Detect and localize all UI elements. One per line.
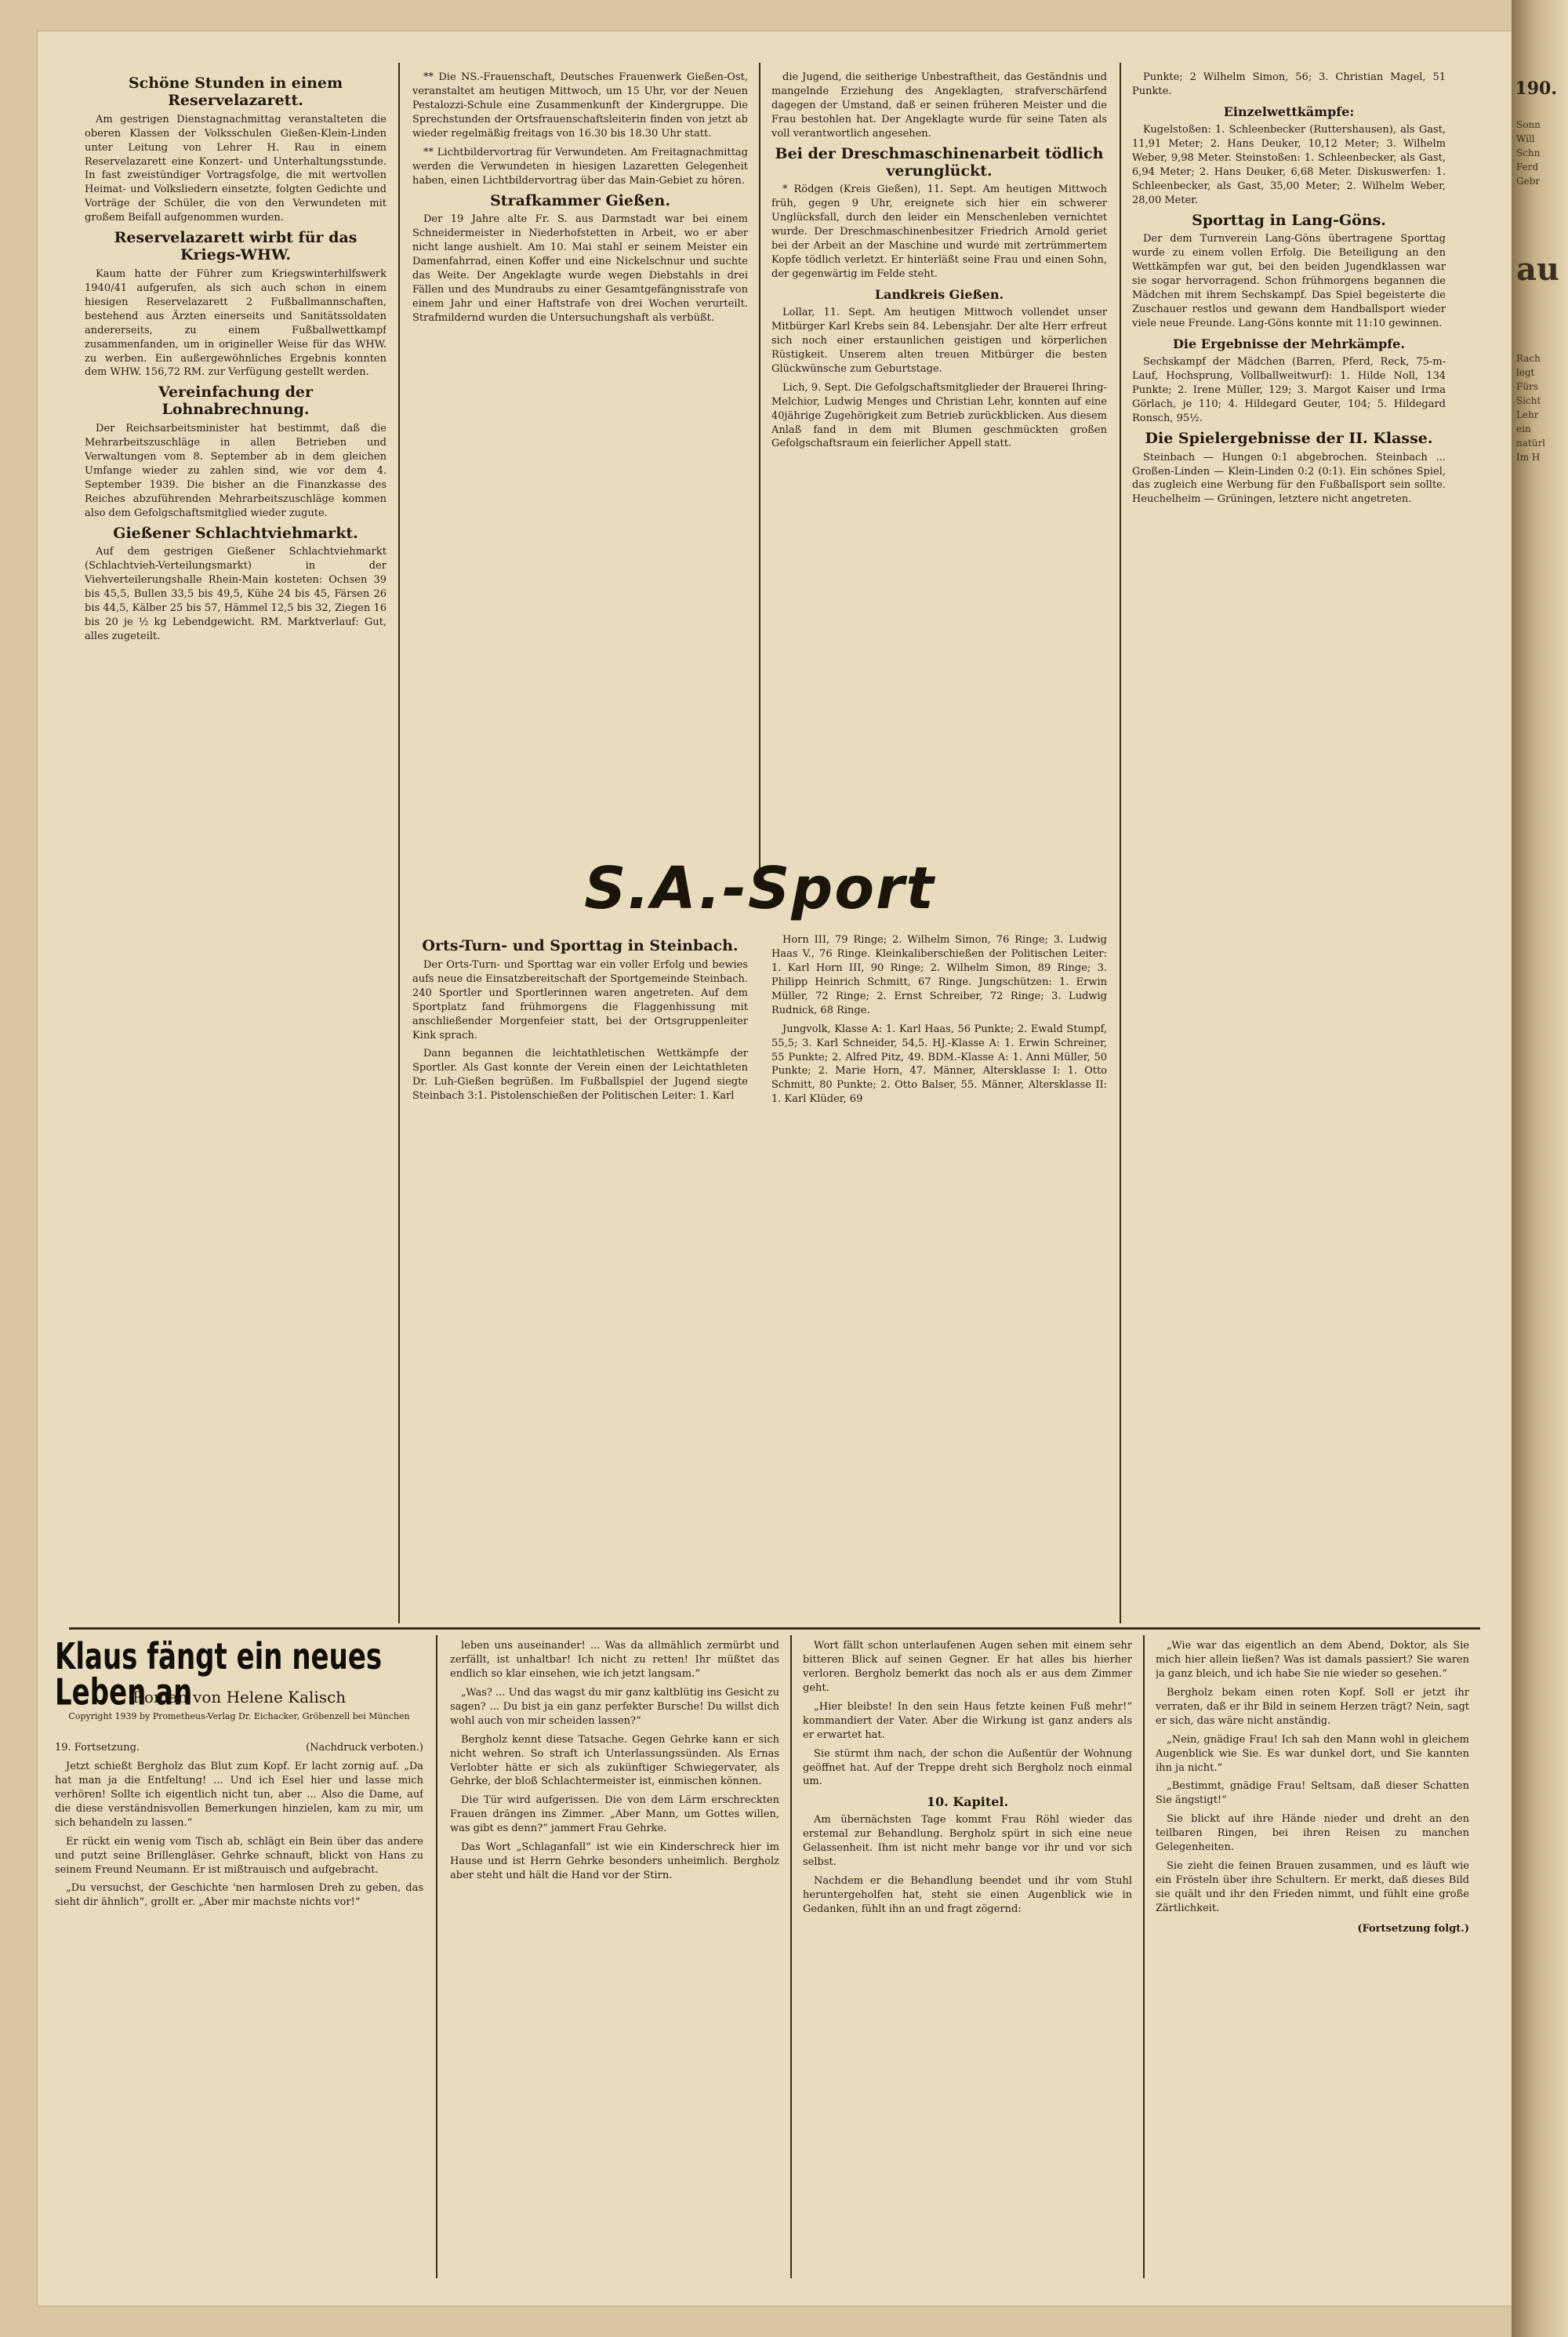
novel-text: Jetzt schießt Bergholz das Blut zum Kopf. Er lacht zornig auf. „Da hat man ja die Entfeltung! ... Und ich Esel hier und lasse mich verhören! Sollte ich eigentlich nicht tun, aber ... Also die Dame, auf die diese verständnisvollen Bemerkungen hinzielen, kam zu mir, um sich behandeln zu lassen.“ xyxy=(55,1760,423,1829)
article-text: Der Reichsarbeitsminister hat bestimmt, daß die Mehrarbeitszuschläge in allen Betrieben und Verwaltungen vom 8. September ab in dem gleichen Umfange wieder zu zahlen sind, wie vor dem 4. September 1939. Die bisher an die Finanzkasse des Reiches abzuführenden Mehrarbeitszuschläge kommen also dem Gefolgschaftsmitglied wieder zugute. xyxy=(85,423,387,519)
novel-text: leben uns auseinander! ... Was da allmählich zermürbt und zerfällt, ist unhaltbar! Ich nicht zu retten! Ihr müßtet das endlich so klar einsehen, wie ich jetzt langsam.“ xyxy=(450,1640,779,1680)
article-text: die Jugend, die seitherige Unbestraftheit, das Geständnis und mangelnde Erziehung des Angeklagten, strafverschärfend dagegen der Umstand, daß er seinen früheren Meister und die Frau bestohlen hat. Der Angeklagte wurde für seine Taten als voll verantwortlich angesehen. xyxy=(771,71,1107,140)
column-rule xyxy=(398,63,400,1623)
novel-text: Das Wort „Schlaganfall“ ist wie ein Kinderschreck hier im Hause und ist Herrn Gehrke besonders unheimlich. Bergholz aber steht und hält die Hand vor der Stirn. xyxy=(450,1841,779,1882)
novel-copyright: Copyright 1939 by Prometheus-Verlag Dr. Eichacker, Gröbenzell bei München xyxy=(68,1711,410,1721)
novel-text: „Was? ... Und das wagst du mir ganz kaltblütig ins Gesicht zu sagen? ... Du bist ja ein ganz perfekter Bursche! Du willst dich wohl auch von mir scheiden lassen?“ xyxy=(450,1686,779,1727)
headline: Gießener Schlachtviehmarkt. xyxy=(113,524,358,542)
strip-line: Fürs xyxy=(1516,381,1538,392)
headline: Orts-Turn- und Sporttag in Steinbach. xyxy=(422,937,739,954)
novel-text: Nachdem er die Behandlung beendet und ihr vom Stuhl heruntergeholfen hat, steht sie einen Augenblick wie in Gedanken, fühlt ihn an und fragt zögernd: xyxy=(803,1875,1132,1916)
novel-text: Er rückt ein wenig vom Tisch ab, schlägt ein Bein über das andere und putzt seine Brillengläser. Gehrke schnauft, blickt von Hans zu seinem Freund Neumann. Er ist mißtrauisch und aufgebracht. xyxy=(55,1835,423,1876)
horizontal-rule xyxy=(69,1627,1480,1630)
article-text: Dann begannen die leichtathletischen Wettkämpfe der Sportler. Als Gast konnte der Verein einen der Leichtathleten Dr. Luh-Gießen begrüßen. Im Fußballspiel der Jugend siegte Steinbach 3:1. Pistolenschießen der Politischen Leiter: 1. Karl xyxy=(412,1048,748,1103)
subheadline: Landkreis Gießen. xyxy=(874,286,1004,302)
strip-line: ein xyxy=(1516,423,1531,434)
continuation-note: (Fortsetzung folgt.) xyxy=(1357,1922,1469,1935)
headline: Strafkammer Gießen. xyxy=(490,191,670,209)
installment-number: 19. Fortsetzung. xyxy=(55,1742,140,1754)
strip-line: Schn xyxy=(1516,147,1541,158)
novel-text: „Du versuchst, der Geschichte 'nen harmlosen Dreh zu geben, das sieht dir ähnlich“, grollt er. „Aber mir machste nichts vor!“ xyxy=(55,1882,423,1909)
article-text: Der 19 Jahre alte Fr. S. aus Darmstadt war bei einem Schneidermeister in Niederhofstetten in Arbeit, wo er aber nicht lange aushielt. Am 10. Mai stahl er seinem Meister ein Damenfahrrad, einen Koffer und eine Nickelschnur und suchte das Weite. Der Angeklagte wurde wegen Diebstahls in drei Fällen und des Mundraubs zu einer Gesamtgefängnisstrafe von einem Jahr und einer Haftstrafe von drei Wochen verurteilt. Strafmildernd wurden die Untersuchungshaft als verbüßt. xyxy=(412,213,748,324)
article-text: ** Lichtbildervortrag für Verwundeten. Am Freitagnachmittag werden die Verwundeten in hiesigen Lazaretten Gelegenheit haben, einen Lichtbildervortrag über das Main-Gebiet zu hören. xyxy=(412,146,748,187)
novel-column-1 xyxy=(55,1741,423,2282)
column-rule xyxy=(759,63,760,878)
novel-text: „Bestimmt, gnädige Frau! Seltsam, daß dieser Schatten Sie ängstigt!“ xyxy=(1156,1780,1469,1807)
article-text: Lollar, 11. Sept. Am heutigen Mittwoch vollendet unser Mitbürger Karl Krebs sein 84. Lebensjahr. Der alte Herr erfreut sich noch einer erstaunlichen geistigen und körperlichen Rüstigkeit. Unserem alten treuen Mitbürger die besten Glückwünsche zum Geburtstage. xyxy=(771,307,1107,375)
strip-line: Sicht xyxy=(1516,395,1541,406)
strip-line: Gebr xyxy=(1516,176,1541,187)
novel-column-2 xyxy=(450,1639,779,2282)
novel-text: Am übernächsten Tage kommt Frau Röhl wieder das erstemal zur Behandlung. Bergholz spürt in sich eine neue Gelassenheit. Ihm ist nicht mehr bange vor ihr und vor sich selbst. xyxy=(803,1814,1132,1869)
subheadline: Einzelwettkämpfe: xyxy=(1223,104,1355,119)
strip-line: Sonn xyxy=(1516,119,1541,130)
article-text: Jungvolk, Klasse A: 1. Karl Haas, 56 Punkte; 2. Ewald Stumpf, 55,5; 3. Karl Schneider, 54,5. HJ.-Klasse A: 1. Erwin Schreiner, 55 Punkte; 2. Alfred Pitz, 49. BDM.-Klasse A: 1. Anni Müller, 50 Punkte; 2. Marie Horn, 47. Männer, Altersklasse I: 1. Otto Schmitt, 80 Punkte; 2. Otto Balser, 55. Männer, Altersklasse II: 1. Karl Klüder, 69 xyxy=(771,1023,1107,1106)
novel-text: Sie stürmt ihm nach, der schon die Außentür der Wohnung geöffnet hat. Auf der Treppe dreht sich Bergholz noch einmal um. xyxy=(803,1747,1132,1788)
article-text: Auf dem gestrigen Gießener Schlachtviehmarkt (Schlachtvieh-Verteilungsmarkt) in der Viehverteilerungshalle Rhein-Main kosteten: Ochsen 39 bis 45,5, Bullen 33,5 bis 49,5, Kühe 24 bis 45, Färsen 26 bis 44,5, Kälber 25 bis 57, Hämmel 12,5 bis 32, Ziegen 16 bis 20 je ½ kg Lebendgewicht. RM. Marktverlauf: Gut, alles zugeteilt. xyxy=(85,546,387,643)
column-4 xyxy=(1132,71,1446,1616)
novel-title: Klaus fängt ein neues Leben an xyxy=(55,1635,383,1714)
article-text: * Rödgen (Kreis Gießen), 11. Sept. Am heutigen Mittwoch früh, gegen 9 Uhr, ereignete sich hier ein schwerer Unglücksfall, durch den leider ein Menschenleben vernichtet wurde. Der Dreschmaschinenbesitzer Friedrich Arnold geriet bei der Arbeit an der Maschine und wurde mit zertrümmertem Kopfe tödlich verletzt. Er hinterläßt seine Frau und einen Sohn, der gegenwärtig im Felde steht. xyxy=(771,184,1107,280)
novel-column-4 xyxy=(1156,1639,1469,2282)
article-text: Horn III, 79 Ringe; 2. Wilhelm Simon, 76 Ringe; 3. Ludwig Haas V., 76 Ringe. Kleinkaliberschießen der Politischen Leiter: 1. Karl Horn III, 90 Ringe; 2. Wilhelm Simon, 89 Ringe; 3. Philipp Heinrich Schmitt, 67 Ringe. Jungschützen: 1. Erwin Müller, 72 Ringe; 2. Ernst Schreiber, 72 Ringe; 3. Ludwig Rudnick, 68 Ringe. xyxy=(771,934,1107,1016)
column-2 xyxy=(412,71,748,855)
column-rule xyxy=(1143,1635,1145,2278)
strip-line: au xyxy=(1516,251,1559,288)
strip-line: Rach xyxy=(1516,353,1541,364)
novel-column-3 xyxy=(803,1639,1132,2282)
sport-column-right xyxy=(771,933,1107,1608)
column-1 xyxy=(85,71,387,1616)
article-text: Sechskampf der Mädchen (Barren, Pferd, Reck, 75-m-Lauf, Hochsprung, Vollballweitwurf): 1. Hilde Noll, 134 Punkte; 2. Irene Müller, 129; 3. Margot Kaiser und Irma Görlach, je 110; 4. Hildegard Geuter, 104; 5. Hildegard Ronsch, 95½. xyxy=(1132,356,1446,424)
novel-text: Bergholz bekam einen roten Kopf. Soll er jetzt ihr verraten, daß er ihr Bild in seinem Herzen trägt? Nein, sagt er sich, das wäre nicht anständig. xyxy=(1156,1686,1469,1727)
column-rule xyxy=(790,1635,792,2278)
article-text: Der Orts-Turn- und Sporttag war ein voller Erfolg und bewies aufs neue die Einsatzbereitschaft der Sportgemeinde Steinbach. 240 Sportler und Sportlerinnen waren angetreten. Auf dem Sportplatz fand frühmorgens die Flaggenhissung mit anschließender Morgenfeier statt, bei der Ortsgruppenleiter Kink sprach. xyxy=(412,958,748,1041)
article-text: Steinbach — Hungen 0:1 abgebrochen. Steinbach ... Großen-Linden — Klein-Linden 0:2 (0:1). Ein schönes Spiel, das zugleich eine Werbung für den Fußballsport sein sollte. Heuchelheim — Grüningen, letztere nicht angetreten. xyxy=(1132,451,1446,506)
strip-line: Ferd xyxy=(1516,162,1539,173)
article-text: Kugelstoßen: 1. Schleenbecker (Ruttershausen), als Gast, 11,91 Meter; 2. Hans Deuker, 10,12 Meter; 3. Wilhelm Weber, 9,98 Meter. Steinstoßen: 1. Schleenbecker, als Gast, 6,94 Meter; 2. Hans Deuker, 6,68 Meter. Diskuswerfen: 1. Schleenbecker, als Gast, 35,00 Meter; 2. Wilhelm Weber, 28,00 Meter. xyxy=(1132,123,1446,206)
adjacent-page-edge xyxy=(1512,0,1568,2337)
column-3 xyxy=(771,71,1107,855)
novel-text: Die Tür wird aufgerissen. Die von dem Lärm erschreckten Frauen drängen ins Zimmer. „Aber Mann, um Gottes willen, was gibt es denn?“ jammert Frau Gehrke. xyxy=(450,1794,779,1835)
article-text: Kaum hatte der Führer zum Kriegswinterhilfswerk 1940/41 aufgerufen, als sich auch schon in einem hiesigen Reservelazarett 2 Fußballmannschaften, bestehend aus Ärzten einerseits und Sanitätssoldaten andererseits, zu einem Fußballwettkampf zusammenfanden, um in origineller Weise für das WHW. zu werben. Ein außergewöhnliches Ergebnis konnten dem WHW. 156,72 RM. zur Verfügung gestellt werden. xyxy=(85,267,387,379)
sport-banner: S.A.-Sport xyxy=(584,855,935,922)
novel-subtitle: Roman von Helene Kalisch xyxy=(132,1688,347,1706)
headline: Die Spielergebnisse der II. Klasse. xyxy=(1145,429,1433,447)
strip-line: natürl xyxy=(1516,438,1546,449)
novel-text: Sie zieht die feinen Brauen zusammen, und es läuft wie ein Frösteln über ihre Schultern. Er merkt, daß dieses Bild sie quält und ihr den Frieden nimmt, und fühlt eine große Zärtlichkeit. xyxy=(1156,1860,1469,1914)
headline: Schöne Stunden in einem Reservelazarett. xyxy=(128,75,343,109)
newspaper-page xyxy=(38,31,1512,2306)
strip-line: legt xyxy=(1516,367,1535,378)
reprint-note: (Nachdruck verboten.) xyxy=(306,1742,423,1754)
page-number: 190. xyxy=(1515,78,1557,99)
headline: Bei der Dreschmaschinenarbeit tödlich verunglückt. xyxy=(775,144,1104,180)
novel-text: Bergholz kennt diese Tatsache. Gegen Gehrke kann er sich nicht wehren. So straft ich Unterlassungssünden. Als Ernas Verlobter hätte er sich als zukünftiger Schwiegervater, als Gehrke, der bloß Schlachtermeister ist, einmischen können. xyxy=(450,1733,779,1788)
column-rule xyxy=(1120,63,1121,1623)
strip-line: Im H xyxy=(1516,452,1541,463)
article-text: Der dem Turnverein Lang-Göns übertragene Sporttag wurde zu einem vollen Erfolg. Die Beteiligung an den Wettkämpfen war gut, bei den beiden Jugendklassen war sie sogar hervorragend. Schon frühmorgens begannen die Mädchen mit ihrem Sechskampf. Das Spiel begeisterte die Zuschauer restlos und gewann dem Handballsport wieder viele neue Freunde. Lang-Göns konnte mit 11:10 gewinnen. xyxy=(1132,233,1446,330)
novel-text: Wort fällt schon unterlaufenen Augen sehen mit einem sehr bitteren Blick auf seinen Gegner. Er hat alles bis hierher verloren. Bergholz bemerkt das noch als er aus dem Zimmer geht. xyxy=(803,1640,1132,1694)
article-text: ** Die NS.-Frauenschaft, Deutsches Frauenwerk Gießen-Ost, veranstaltet am heutigen Mittwoch, um 15 Uhr, vor der Neuen Pestalozzi-Schule eine Zusammenkunft der Kindergruppe. Die Sprechstunden der Ortsfrauenschaftsleiterin finden von jetzt ab wieder regelmäßig freitags von 16.30 bis 18.30 Uhr statt. xyxy=(412,71,748,140)
novel-text: Sie blickt auf ihre Hände nieder und dreht an den teilbaren Ringen, bei ihren Reisen zu manchen Gelegenheiten. xyxy=(1156,1813,1469,1854)
article-text: Punkte; 2 Wilhelm Simon, 56; 3. Christian Magel, 51 Punkte. xyxy=(1132,71,1446,97)
adjacent-page-text xyxy=(1516,118,1563,464)
headline: Reservelazarett wirbt für das Kriegs-WHW. xyxy=(114,229,358,264)
column-rule xyxy=(436,1635,437,2278)
article-text: Lich, 9. Sept. Die Gefolgschaftsmitglieder der Brauerei Ihring-Melchior, Ludwig Menges und Christian Lehr, konnten auf eine 40jährige Zugehörigkeit zum Betrieb zurückblicken. Aus diesem Anlaß fand in dem mit Blumen geschmückten großen Gefolgschaftsraum ein feierlicher Appell statt. xyxy=(771,381,1107,450)
strip-line: Lehr xyxy=(1516,409,1539,420)
installment-label xyxy=(55,1741,423,1755)
article-text: Am gestrigen Dienstagnachmittag veranstalteten die oberen Klassen der Volksschulen Gießen-Klein-Linden unter Leitung von Lehrer H. Rau in einem Reservelazarett eine Konzert- und Unterhaltungsstunde. In fast zweistündiger Vortragsfolge, die mit wertvollen Heimat- und Volksliedern einsetzte, folgten Gedichte und Vorträge der Schüler, die von den Verwundeten mit großem Beifall aufgenommen wurden. xyxy=(85,113,387,224)
chapter-heading: 10. Kapitel. xyxy=(926,1794,1009,1810)
novel-text: „Nein, gnädige Frau! Ich sah den Mann wohl in gleichem Augenblick wie Sie. Es war dunkel dort, und Sie kannten ihn ja nicht.“ xyxy=(1156,1733,1469,1774)
novel-text: „Hier bleibste! In den sein Haus fetzte keinen Fuß mehr!“ kommandiert der Vater. Aber die Wirkung ist ganz anders als er erwartet hat. xyxy=(803,1700,1132,1741)
subheadline: Die Ergebnisse der Mehrkämpfe. xyxy=(1173,336,1405,351)
headline: Sporttag in Lang-Göns. xyxy=(1192,211,1386,229)
sport-column-left xyxy=(412,933,748,1608)
strip-line: Will xyxy=(1516,133,1535,144)
novel-text: „Wie war das eigentlich an dem Abend, Doktor, als Sie mich hier allein ließen? Was ist damals passiert? Sie waren ja ganz bleich, und ich habe Sie nie wieder so gesehen.“ xyxy=(1156,1640,1469,1680)
headline: Vereinfachung der Lohnabrechnung. xyxy=(158,383,313,419)
